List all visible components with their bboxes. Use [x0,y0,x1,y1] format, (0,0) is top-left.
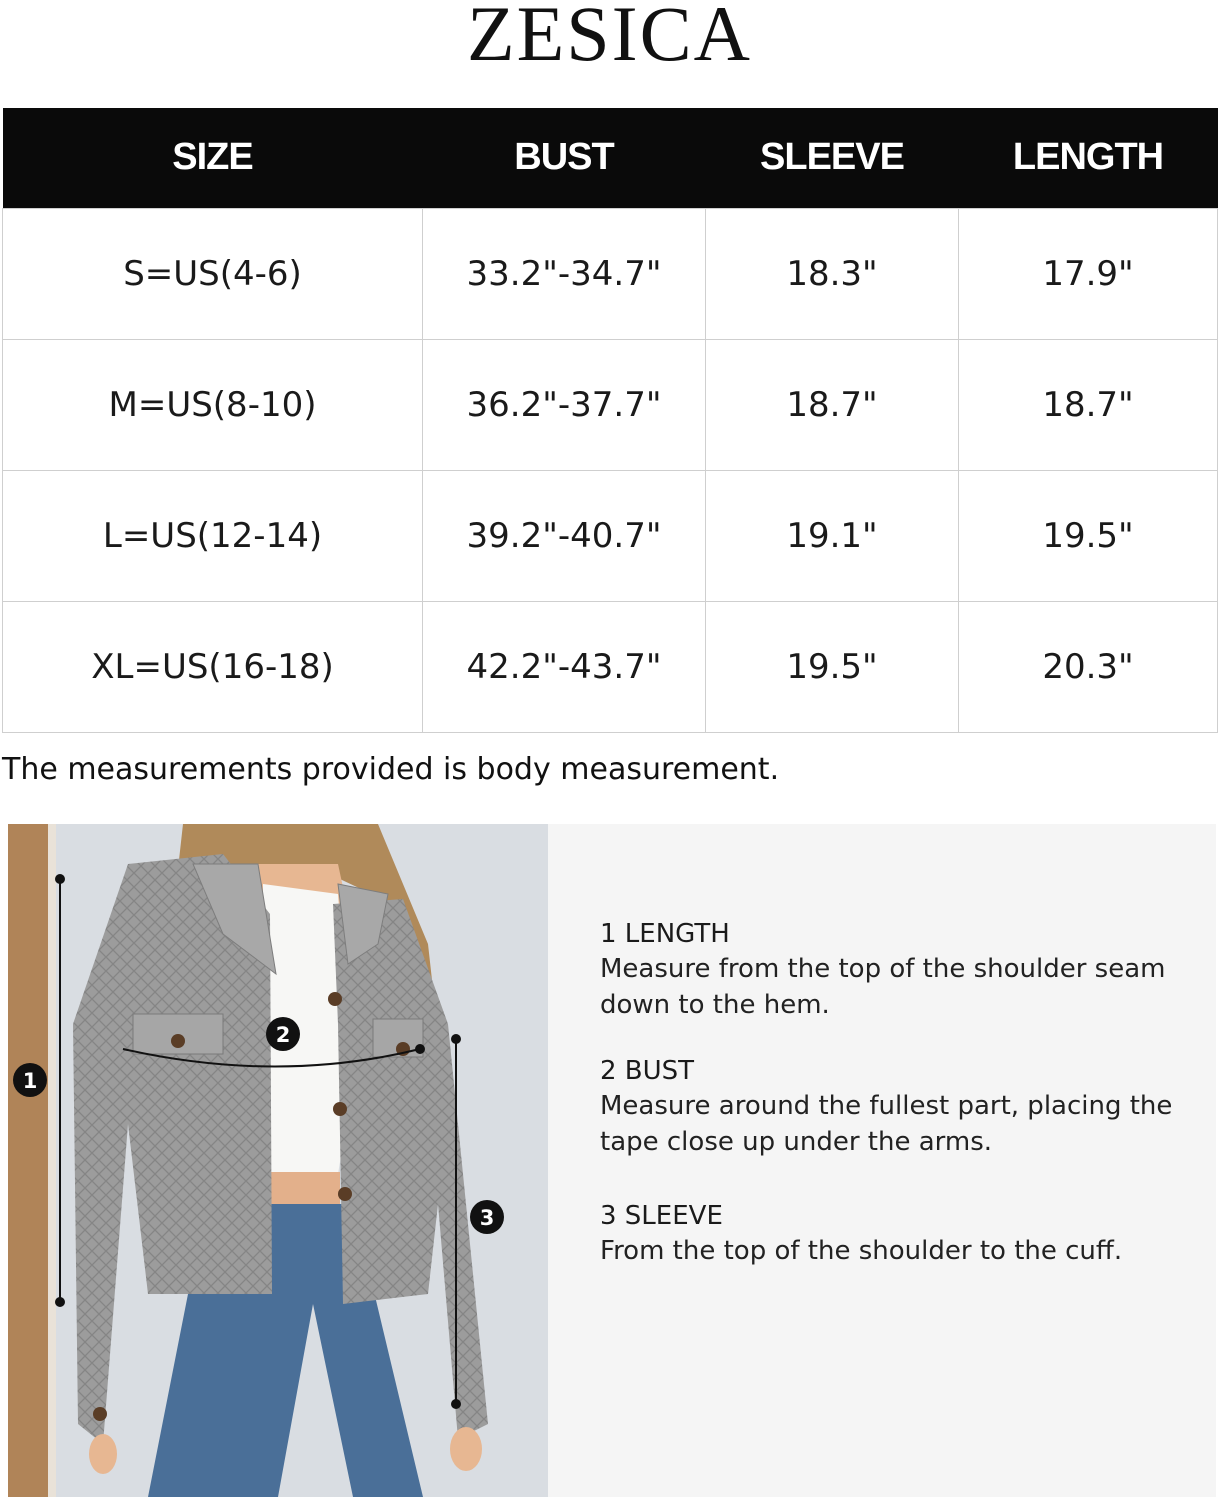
measurement-note: The measurements provided is body measurement. [2,752,780,787]
model-photo [8,824,548,1497]
cell-size: M=US(8-10) [3,339,423,470]
cell-bust: 42.2"-43.7" [423,601,706,732]
guide-bust-desc: Measure around the fullest part, placing the tape close up under the arms. [600,1091,1173,1157]
guide-length-title: 1 LENGTH [600,919,730,949]
brand-logo: ZESICA [467,0,752,77]
cell-sleeve: 18.3" [706,208,959,339]
marker-1 [13,1063,47,1097]
table-row [3,470,1218,601]
cell-sleeve: 19.5" [706,601,959,732]
cell-bust: 36.2"-37.7" [423,339,706,470]
cell-size: XL=US(16-18) [3,601,423,732]
cell-size: L=US(12-14) [3,470,423,601]
guide-sleeve-title: 3 SLEEVE [600,1201,723,1231]
guide-bust [600,1054,1190,1160]
table-row [3,208,1218,339]
marker-2-label: 2 [275,1023,291,1047]
cell-length: 18.7" [959,339,1218,470]
marker-3 [470,1200,504,1234]
cell-bust: 33.2"-34.7" [423,208,706,339]
wood-panel [8,824,48,1497]
guide-sleeve-desc: From the top of the shoulder to the cuff. [600,1236,1123,1266]
guide-sleeve [600,1199,1190,1269]
header-sleeve: SLEEVE [760,136,904,179]
header-size: SIZE [172,136,253,179]
table-row [3,601,1218,732]
marker-2 [266,1017,300,1051]
header-length: LENGTH [1012,136,1164,179]
cell-sleeve: 18.7" [706,339,959,470]
cell-sleeve: 19.1" [706,470,959,601]
cell-length: 19.5" [959,470,1218,601]
size-chart-table [2,108,1218,733]
table-row [3,339,1218,470]
guide-bust-title: 2 BUST [600,1056,695,1086]
guide-length-desc: Measure from the top of the shoulder seam down to the hem. [600,954,1166,1020]
cell-bust: 39.2"-40.7" [423,470,706,601]
table-header-row [3,108,1218,208]
cell-length: 20.3" [959,601,1218,732]
marker-1-label: 1 [22,1069,38,1093]
header-bust: BUST [514,136,614,179]
cell-length: 17.9" [959,208,1218,339]
marker-3-label: 3 [479,1206,495,1230]
guide-length [600,917,1190,1023]
cell-size: S=US(4-6) [3,208,423,339]
